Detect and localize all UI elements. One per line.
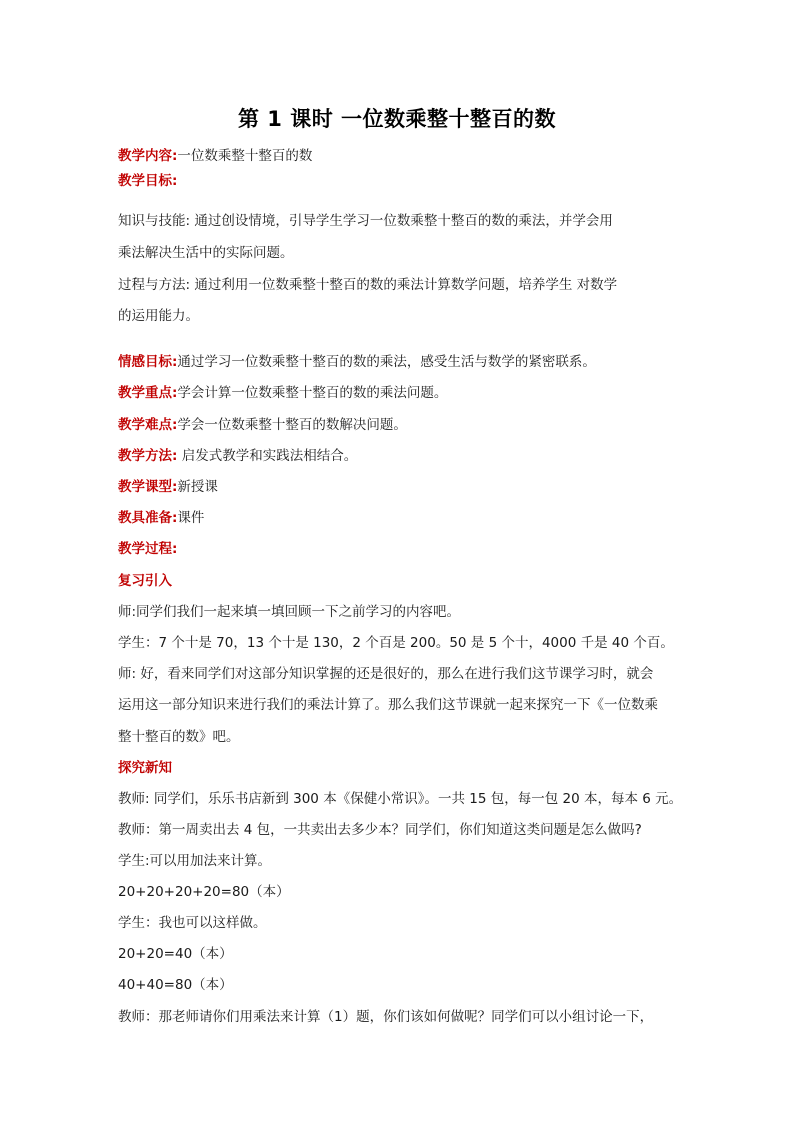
value-lesson-type: 新授课 — [177, 479, 218, 495]
value-difficulty: 学会一位数乘整十整百的数解决问题。 — [177, 417, 407, 433]
explore-line: 教师：那老师请你们用乘法来计算（1）题，你们该如何做呢？同学们可以小组讨论一下， — [118, 1009, 654, 1025]
meta-content — [118, 146, 688, 166]
review-line: 师: 好，看来同学们对这部分知识掌握的还是很好的，那么在进行我们这节课学习时，就会 — [118, 666, 654, 682]
info-process — [118, 539, 688, 559]
label-process: 教学过程: — [118, 541, 178, 557]
label-materials: 教具准备: — [118, 510, 178, 526]
section-explore-heading: 探究新知 — [118, 760, 172, 776]
value-method: 启发式教学和实践法相结合。 — [177, 448, 358, 464]
info-difficulty — [118, 415, 688, 435]
value-emotion: 通过学习一位数乘整十整百的数的乘法，感受生活与数学的紧密联系。 — [177, 354, 596, 370]
objective-knowledge-line2: 乘法解决生活中的实际问题。 — [118, 245, 294, 261]
label-content: 教学内容: — [118, 148, 178, 164]
info-lesson-type — [118, 477, 688, 497]
info-method — [118, 446, 688, 466]
label-method: 教学方法: — [118, 448, 178, 464]
page-title: 第 1 课时 一位数乘整十整百的数 — [237, 107, 557, 131]
label-key-point: 教学重点: — [118, 385, 178, 401]
info-emotion — [118, 352, 688, 372]
section-review-heading: 复习引入 — [118, 573, 172, 589]
explore-line: 学生：我也可以这样做。 — [118, 915, 267, 931]
label-difficulty: 教学难点: — [118, 417, 178, 433]
label-goals: 教学目标: — [118, 173, 178, 189]
review-line: 整十整百的数》吧。 — [118, 729, 240, 745]
explore-line: 学生:可以用加法来计算。 — [118, 853, 272, 869]
meta-goals — [118, 171, 688, 191]
review-line: 师:同学们我们一起来填一填回顾一下之前学习的内容吧。 — [118, 604, 461, 620]
objective-process-line1: 过程与方法: 通过利用一位数乘整十整百的数的乘法计算数学问题，培养学生 对数学 — [118, 277, 618, 293]
explore-line: 20+20=40（本） — [118, 946, 233, 962]
explore-line: 教师: 同学们，乐乐书店新到 300 本《保健小常识》。一共 15 包，每一包 20 本，每本 6 元。 — [118, 791, 683, 807]
review-line: 运用这一部分知识来进行我们的乘法计算了。那么我们这节课就一起来探究一下《一位数乘 — [118, 697, 658, 713]
value-materials: 课件 — [177, 510, 205, 526]
explore-line: 教师：第一周卖出去 4 包，一共卖出去多少本？同学们，你们知道这类问题是怎么做吗? — [118, 822, 642, 838]
objective-knowledge-line1: 知识与技能: 通过创设情境，引导学生学习一位数乘整十整百的数的乘法，并学会用 — [118, 213, 613, 229]
explore-line: 20+20+20+20=80（本） — [118, 884, 290, 900]
value-key-point: 学会计算一位数乘整十整百的数的乘法问题。 — [177, 385, 448, 401]
objective-process-line2: 的运用能力。 — [118, 308, 199, 324]
info-materials — [118, 508, 688, 528]
label-emotion: 情感目标: — [118, 354, 178, 370]
value-content: 一位数乘整十整百的数 — [177, 148, 313, 164]
review-line: 学生：7 个十是 70，13 个十是 130，2 个百是 200。50 是 5 个十，4000 千是 40 个百。 — [118, 635, 674, 651]
explore-line: 40+40=80（本） — [118, 977, 233, 993]
info-key-point — [118, 383, 688, 403]
label-lesson-type: 教学课型: — [118, 479, 178, 495]
